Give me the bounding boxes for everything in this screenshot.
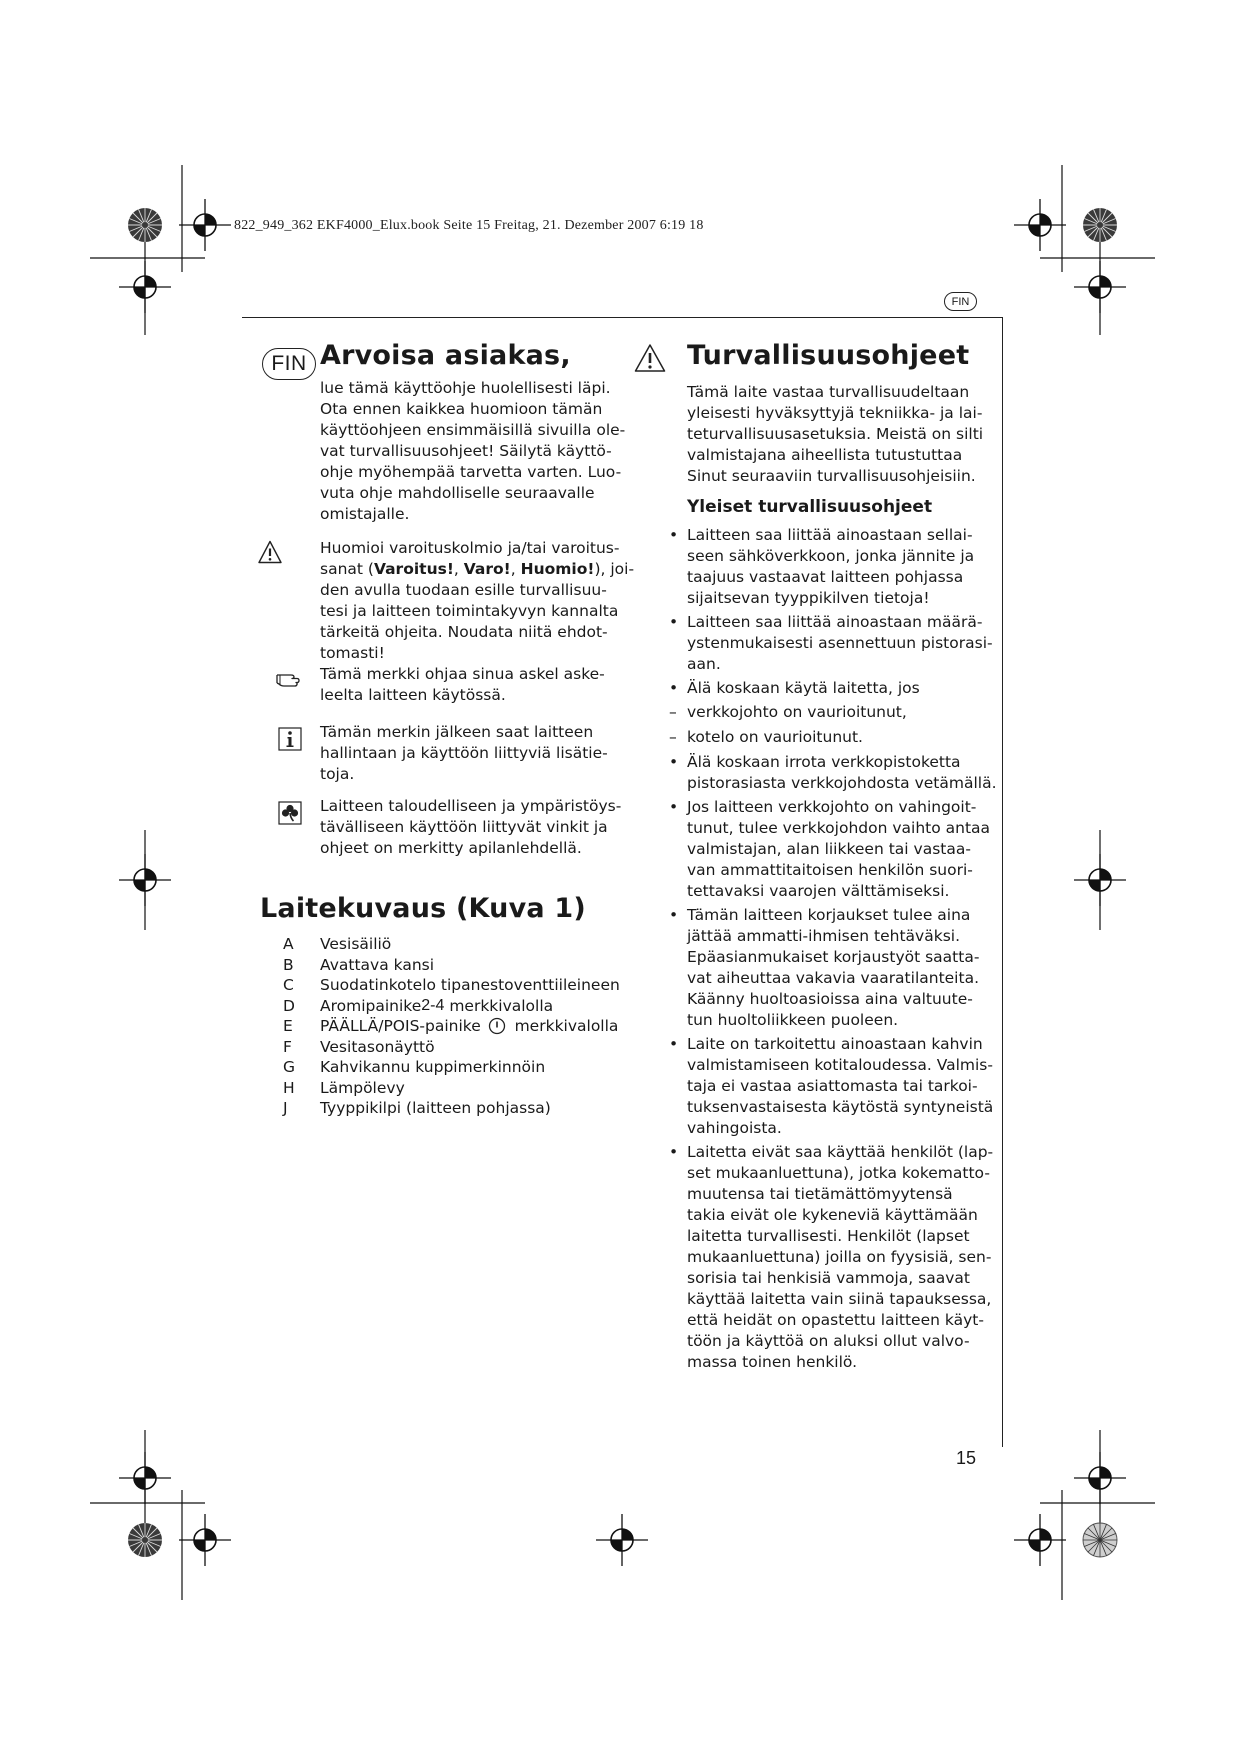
intro-line: lue tämä käyttöohje huolellisesti läpi. xyxy=(320,379,611,397)
warning-word: Varo! xyxy=(463,560,511,578)
intro-line: teturvallisuusasetuksia. Meistä on silti xyxy=(687,425,984,443)
bullet-line: seen sähköverkkoon, jonka jännite ja xyxy=(687,547,975,565)
bullet-line: Käänny huoltoasioissa aina valtuute- xyxy=(687,990,973,1008)
safety-bullets xyxy=(669,525,997,1376)
bullet-line: tuksenvastaisesta käytöstä syntyneistä xyxy=(687,1098,994,1116)
bullet-line: tettavaksi vaarojen välttämiseksi. xyxy=(687,882,950,900)
bullet-line: valmistamiseen kotitaloudessa. Valmis- xyxy=(687,1056,993,1074)
parts-list xyxy=(265,934,620,1119)
intro-line: vuta ohje mahdolliselle seuraavalle xyxy=(320,484,595,502)
left-intro xyxy=(320,378,625,525)
list-item xyxy=(265,1016,620,1037)
file-header: 822_949_362 EKF4000_Elux.book Seite 15 Freitag, 21. Dezember 2007 6:19 18 xyxy=(234,218,704,233)
part-letter: E xyxy=(283,1017,293,1035)
warning-triangle-icon xyxy=(258,540,282,564)
list-item xyxy=(669,797,997,902)
left-title: Arvoisa asiakas, xyxy=(320,340,571,371)
intro-line: ohje myöhempää tarvetta varten. Luo- xyxy=(320,463,622,481)
parts-title: Laitekuvaus (Kuva 1) xyxy=(260,893,586,924)
text: ), joi- xyxy=(594,560,635,578)
list-item xyxy=(669,525,997,609)
intro-line: Tämä laite vastaa turvallisuudeltaan xyxy=(687,383,970,401)
warning-line: Huomioi varoituskolmio ja/tai varoitus- xyxy=(320,539,620,557)
warning-line xyxy=(320,559,634,580)
text: , xyxy=(510,560,521,578)
warning-word: Varoitus! xyxy=(373,560,454,578)
safety-intro xyxy=(687,382,983,487)
intro-line: käyttöohjeen ensimmäisillä sivuilla ole- xyxy=(320,421,626,439)
language-badge: FIN xyxy=(944,292,977,311)
bullet-line: • Laitetta eivät saa käyttää henkilöt (lap- xyxy=(687,1143,994,1161)
bullet-line: • Laitteen saa liittää ainoastaan sellai- xyxy=(687,526,973,544)
part-text: PÄÄLLÄ/POIS-painike xyxy=(320,1017,486,1035)
warning-paragraph xyxy=(320,538,634,664)
bullet-line: pistorasiasta verkkojohdosta vetämällä. xyxy=(687,774,997,792)
warning-line: tesi ja laitteen toimintakyvyn kannalta xyxy=(320,602,619,620)
part-text: merkkivalolla xyxy=(509,1017,619,1035)
intro-line: omistajalle. xyxy=(320,505,410,523)
right-rule xyxy=(1002,317,1003,1447)
eco-line: Laitteen taloudelliseen ja ympäristöys- xyxy=(320,797,622,815)
part-text: Aromipainike xyxy=(320,996,422,1015)
part-letter: G xyxy=(283,1058,296,1076)
list-item xyxy=(265,1078,620,1099)
bullet-line: tun huoltoliikkeen puoleen. xyxy=(687,1011,899,1029)
bullet-line: sijaitsevan tyyppikilven tietoja! xyxy=(687,589,930,607)
power-icon xyxy=(488,1017,506,1035)
step-line: Tämä merkki ohjaa sinua askel aske- xyxy=(320,665,605,683)
part-text: merkkivalolla xyxy=(444,996,554,1015)
aroma-symbol: 2-4 xyxy=(421,996,445,1014)
part-text: Vesisäiliö xyxy=(320,935,392,953)
list-item xyxy=(669,1034,997,1139)
sub-text: kotelo on vaurioitunut. xyxy=(687,728,863,746)
bullet-line: valmistajan, alan liikkeen tai vastaa- xyxy=(687,840,971,858)
bullet-line: van ammattitaitoisen henkilön suori- xyxy=(687,861,973,879)
bullet-line: • Jos laitteen verkkojohto on vahingoit- xyxy=(687,798,977,816)
part-letter: H xyxy=(283,1078,295,1097)
part-text: Avattava kansi xyxy=(320,955,435,974)
bullet-line: tunut, tulee verkkojohdon vaihto antaa xyxy=(687,819,991,837)
sub-item: – verkkojohto on vaurioitunut, xyxy=(669,703,907,721)
text: sanat ( xyxy=(320,560,374,578)
bullet-line: mukaanluettuna) joilla on fyysisiä, sen- xyxy=(687,1248,992,1266)
list-item xyxy=(265,1098,620,1119)
bullet-line: taajuus vastaavat laitteen pohjassa xyxy=(687,568,964,586)
bullet-line: sorisia tai henkisiä vammoja, saavat xyxy=(687,1269,970,1287)
warning-word: Huomio! xyxy=(520,560,595,578)
warning-line: tomasti! xyxy=(320,644,385,662)
part-text: Tyyppikilpi (laitteen pohjassa) xyxy=(320,1099,551,1117)
bullet-line: Epäasianmukaiset korjaustyöt saatta- xyxy=(687,948,980,966)
list-item xyxy=(669,752,997,794)
list-item xyxy=(265,1057,620,1078)
bullet-line: • Älä koskaan käytä laitetta, jos xyxy=(687,679,920,697)
list-item xyxy=(669,1142,997,1373)
text: , xyxy=(453,560,464,578)
intro-line: vat turvallisuusohjeet! Säilytä käyttö- xyxy=(320,442,612,460)
list-item xyxy=(265,955,620,976)
bullet-line: • Laite on tarkoitettu ainoastaan kahvin xyxy=(687,1035,983,1053)
bullet-line: takia eivät ole kykeneviä käyttämään xyxy=(687,1206,978,1224)
intro-line: Sinut seuraaviin turvallisuusohjeisiin. xyxy=(687,467,976,485)
safety-subtitle: Yleiset turvallisuusohjeet xyxy=(687,497,933,517)
part-letter: F xyxy=(283,1037,292,1056)
warning-triangle-icon xyxy=(634,343,666,373)
list-item xyxy=(265,1037,620,1058)
part-text: Suodatinkotelo tipanestoventtiileineen xyxy=(320,976,620,994)
sub-item: – kotelo on vaurioitunut. xyxy=(669,728,863,746)
part-letter: J xyxy=(283,1099,288,1117)
bullet-line: vahingoista. xyxy=(687,1119,782,1137)
info-line: toja. xyxy=(320,765,355,783)
list-item xyxy=(669,905,997,1031)
part-text: Vesitasonäyttö xyxy=(320,1037,435,1056)
bullet-line: jättää ammatti-ihmisen tehtäväksi. xyxy=(687,927,960,945)
clover-leaf-icon xyxy=(278,801,302,825)
eco-line: ohjeet on merkitty apilanlehdellä. xyxy=(320,839,582,857)
info-paragraph xyxy=(320,722,608,785)
step-line: leelta laitteen käytössä. xyxy=(320,686,506,704)
part-letter: A xyxy=(283,935,294,953)
bullet-line: set mukaanluettuna), jotka kokematto- xyxy=(687,1164,990,1182)
eco-paragraph xyxy=(320,796,621,859)
list-item xyxy=(265,975,620,996)
step-paragraph xyxy=(320,664,605,706)
bullet-line: vat aiheuttaa vakavia vaaratilanteita. xyxy=(687,969,979,987)
list-item xyxy=(265,934,620,955)
list-item xyxy=(669,678,997,699)
list-item xyxy=(669,612,997,675)
bullet-line: • Laitteen saa liittää ainoastaan määrä- xyxy=(687,613,983,631)
language-label: FIN xyxy=(262,348,316,380)
bullet-line: taja ei vastaa asiattomasta tai tarkoi- xyxy=(687,1077,978,1095)
part-text: Lämpölevy xyxy=(320,1078,405,1097)
bullet-line: ystenmukaisesti asennettuun pistorasi- xyxy=(687,634,993,652)
info-line: Tämän merkin jälkeen saat laitteen xyxy=(320,723,594,741)
intro-line: yleisesti hyväksyttyjä tekniikka- ja lai- xyxy=(687,404,983,422)
bullet-line: • Tämän laitteen korjaukset tulee aina xyxy=(687,906,971,924)
intro-line: Ota ennen kaikkea huomioon tämän xyxy=(320,400,603,418)
bullet-line: laitetta turvallisesti. Henkilöt (lapset xyxy=(687,1227,970,1245)
bullet-line: käyttää laitetta vain siinä tapauksessa, xyxy=(687,1290,992,1308)
list-item xyxy=(265,996,620,1017)
sub-text: verkkojohto on vaurioitunut, xyxy=(687,703,907,721)
bullet-line: muutensa tai tietämättömyytensä xyxy=(687,1185,953,1203)
page-number: 15 xyxy=(956,1448,977,1468)
part-text: Kahvikannu kuppimerkinnöin xyxy=(320,1058,546,1076)
intro-line: valmistajana aiheellista tutustuttaa xyxy=(687,446,963,464)
bullet-line: aan. xyxy=(687,655,721,673)
bullet-line: massa toinen henkilö. xyxy=(687,1353,858,1371)
part-letter: D xyxy=(283,996,295,1015)
warning-line: tärkeitä ohjeita. Noudata niitä ehdot- xyxy=(320,623,608,641)
eco-line: tävälliseen käyttöön liittyvät vinkit ja xyxy=(320,818,608,836)
info-line: hallintaan ja käyttöön liittyviä lisätie- xyxy=(320,744,608,762)
safety-title: Turvallisuusohjeet xyxy=(687,340,970,371)
info-icon xyxy=(278,727,302,751)
warning-line: den avulla tuodaan esille turvallisuu- xyxy=(320,581,607,599)
top-rule xyxy=(242,317,1003,318)
bullet-line: että heidät on opastettu laitteen käyt- xyxy=(687,1311,984,1329)
bullet-line: töön ja käyttöä on aluksi ollut valvo- xyxy=(687,1332,970,1350)
pointing-hand-icon xyxy=(276,668,304,688)
bullet-line: • Älä koskaan irrota verkkopistoketta xyxy=(687,753,961,771)
part-letter: C xyxy=(283,976,294,994)
part-letter: B xyxy=(283,955,294,974)
